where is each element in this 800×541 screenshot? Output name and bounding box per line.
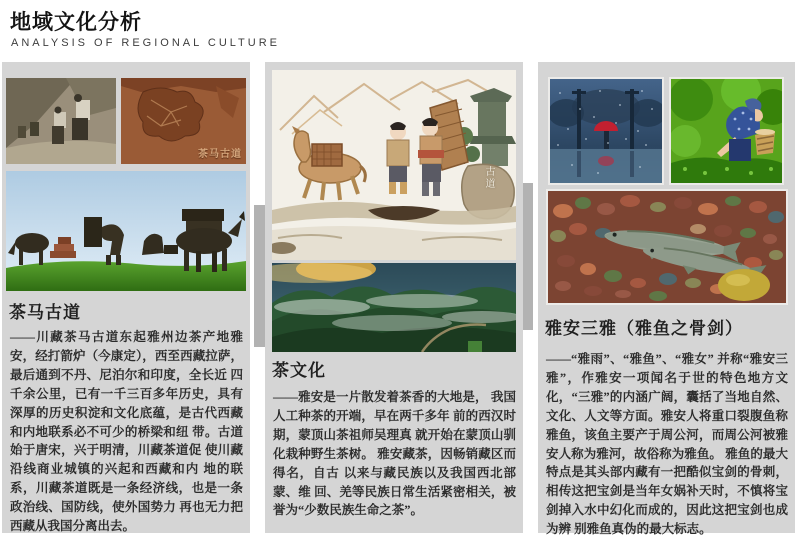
column-heading: 雅安三雅（雅鱼之骨剑） <box>545 319 743 338</box>
tea-picker-illustration <box>671 79 782 183</box>
tea-mountains-photo <box>272 263 516 352</box>
column-body-text: ——雅安是一片散发着茶香的大地是， 我国人工种茶的开端，早在两千多年 前的西汉时期，蒙顶山茶祖师吴理真 就开始在蒙顶山驯化栽种野生茶树。 雅安藏茶，因畅销藏区而得名，自古 以来与藏民族以及我国西北部蒙、维 回、羌等民族日常生活紧密相关，被 誉为“少数民族生命之茶”。 <box>273 390 516 518</box>
historic-porters-photo <box>6 78 116 164</box>
column-body-text: ——“雅雨”、“雅鱼”、“雅女” 并称“雅安三雅”，作雅安一项闻名于世的特色地方文化，“三雅”的内涵广阔，囊括了当地自然、文化、人文等方面。雅安人将重口裂腹鱼称雅鱼，该鱼主要产于周公河，而周公河被雅安人称为雅河，故俗称为雅鱼。 雅鱼的最大特点是其头部内藏有一把酷似宝剑的骨刺，相传这把宝剑是当年女娲补天时，不慎将宝剑掉入水中幻化而成的，因此这把宝剑也成为辨 别雅鱼真伪的最大标志。 <box>546 352 788 537</box>
column-heading: 茶文化 <box>272 361 326 380</box>
page-subtitle: ANALYSIS OF REGIONAL CULTURE <box>11 37 281 49</box>
rock-caption: 古道 <box>483 166 494 190</box>
page-title: 地域文化分析 <box>10 11 142 34</box>
column-heading: 茶马古道 <box>9 303 81 322</box>
panel-tea-culture <box>265 62 523 533</box>
relief-map-photo <box>121 78 246 164</box>
ya-fish-illustration <box>548 191 786 303</box>
ya-rain-illustration <box>550 79 662 183</box>
tea-road-painting <box>272 70 516 260</box>
panel-tea-horse-road <box>2 62 250 533</box>
panel-yaan-sanya <box>538 62 795 537</box>
sculpture-photo <box>6 171 246 291</box>
column-body-text: ——川藏茶马古道东起雅州边茶产地雅安，经打箭炉（今康定），西至西藏拉萨，最后通到不丹、尼泊尔和印度，全长近 四千余公里，已有一千三百多年历史，具有深厚的历史积淀和文化底蕴，是古代西藏和内地联系必不可少的桥梁和纽 带。古道始于唐宋，兴于明清，川藏茶道促 使川藏沿线商业城镇的兴起和西藏和内 地的联系，川藏茶道既是一条经济线，也是一条政治线、国防线，使外国势力 再也无力把西藏从我国分离出去。 <box>10 330 243 534</box>
tea-road-painting-illustration <box>272 70 516 260</box>
sculpture-illustration <box>6 171 246 291</box>
ya-fish-photo <box>548 191 786 303</box>
historic-porters-illustration <box>6 78 116 164</box>
tea-picker-photo <box>671 79 782 183</box>
map-caption: 茶马古道 <box>198 149 242 160</box>
tea-mountains-illustration <box>272 263 516 352</box>
ya-rain-photo <box>550 79 662 183</box>
